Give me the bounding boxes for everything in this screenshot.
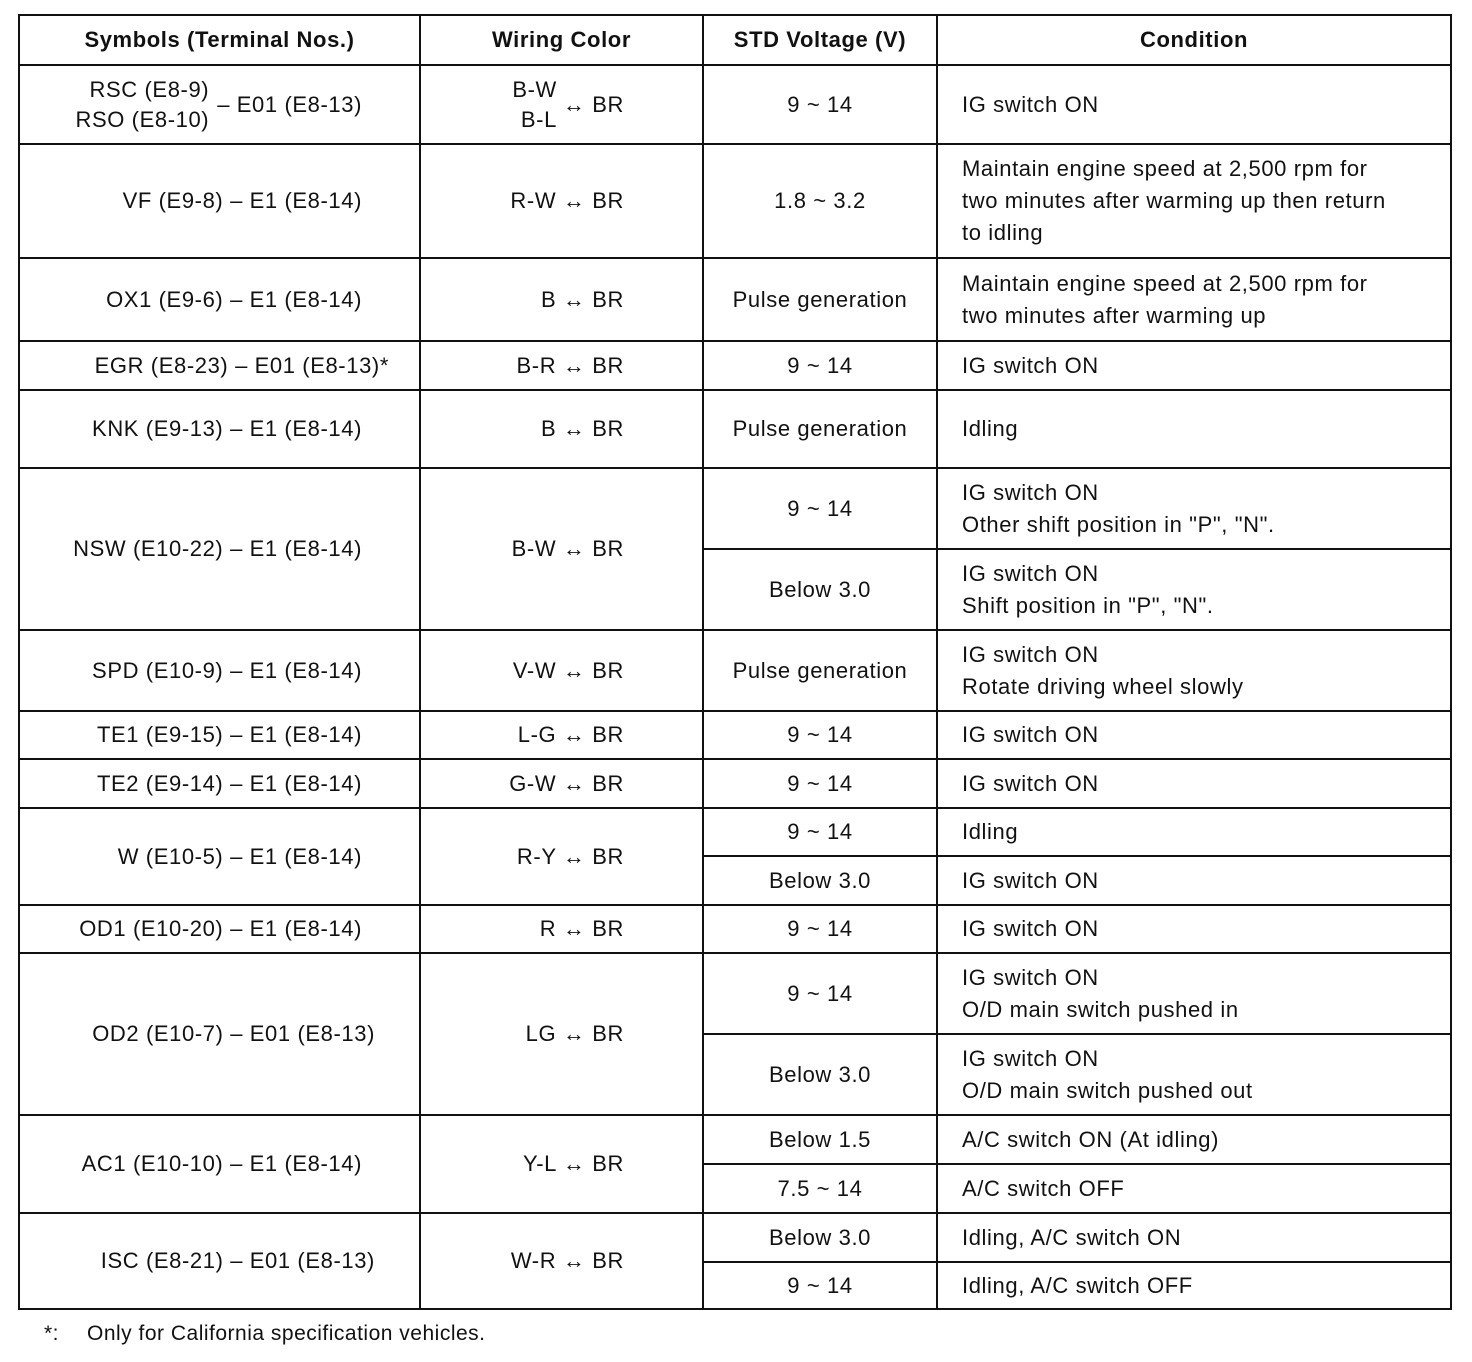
condition-cell [938, 631, 1450, 712]
wiring-cell: V-W ↔ BR [421, 631, 704, 712]
voltage-cell: Pulse generation [704, 631, 938, 712]
condition-line: IG switch ON [962, 641, 1099, 667]
condition-line: O/D main switch pushed in [962, 996, 1239, 1022]
wiring-cell: LG ↔ BR [421, 954, 704, 1116]
symbol-cell: NSW (E10-22) – E1 (E8-14) [20, 469, 421, 631]
condition-line: IG switch ON [962, 722, 1099, 747]
symbol-rso: RSO (E8-10) [75, 106, 210, 132]
header-symbols: Symbols (Terminal Nos.) [20, 16, 421, 66]
symbol-cell: TE2 (E9-14) – E1 (E8-14) [20, 760, 421, 809]
symbol-cell: EGR (E8-23) – E01 (E8-13)* [20, 342, 421, 391]
header-condition: Condition [938, 16, 1450, 66]
condition-line: O/D main switch pushed out [962, 1077, 1253, 1103]
condition-line: Maintain engine speed at 2,500 rpm for [962, 270, 1368, 296]
condition-cell [938, 809, 1450, 857]
condition-line: IG switch ON [962, 964, 1099, 990]
condition-line: IG switch ON [962, 479, 1099, 505]
voltage-cell: Pulse generation [704, 259, 938, 342]
symbol-cell: VF (E9-8) – E1 (E8-14) [20, 145, 421, 259]
voltage-cell: 9 ~ 14 [704, 760, 938, 809]
condition-line: A/C switch ON (At idling) [962, 1126, 1220, 1152]
voltage-cell: 9 ~ 14 [704, 66, 938, 145]
voltage-cell: Below 3.0 [704, 857, 938, 906]
terminal-voltage-table [18, 14, 1452, 1310]
wiring-cell: R ↔ BR [421, 906, 704, 954]
condition-cell [938, 550, 1450, 631]
voltage-cell: 7.5 ~ 14 [704, 1165, 938, 1214]
condition-cell [938, 1263, 1450, 1308]
footnote-mark: *: [44, 1322, 60, 1345]
voltage-cell: 9 ~ 14 [704, 712, 938, 760]
wiring-cell [421, 66, 704, 145]
condition-line: Idling [962, 819, 1019, 844]
symbol-cell: SPD (E10-9) – E1 (E8-14) [20, 631, 421, 712]
wiring-cell: Y-L ↔ BR [421, 1116, 704, 1214]
wiring-cell: R-W ↔ BR [421, 145, 704, 259]
voltage-cell: Below 1.5 [704, 1116, 938, 1165]
voltage-cell: Below 3.0 [704, 1214, 938, 1263]
condition-line: Rotate driving wheel slowly [962, 673, 1244, 699]
voltage-cell: Pulse generation [704, 391, 938, 469]
header-wiring-color: Wiring Color [421, 16, 704, 66]
symbol-cell [20, 66, 421, 145]
condition-cell [938, 1116, 1450, 1165]
wiring-cell: B-W ↔ BR [421, 469, 704, 631]
symbol-cell: TE1 (E9-15) – E1 (E8-14) [20, 712, 421, 760]
wire-bw: B-W [512, 76, 557, 102]
condition-cell [938, 469, 1450, 550]
condition-cell [938, 66, 1450, 145]
condition-cell [938, 857, 1450, 906]
condition-line: IG switch ON [962, 560, 1099, 586]
condition-line: two minutes after warming up [962, 302, 1267, 328]
wiring-cell: R-Y ↔ BR [421, 809, 704, 906]
condition-cell [938, 145, 1450, 259]
symbol-rsc: RSC (E8-9) [89, 76, 210, 102]
condition-line: Other shift position in "P", "N". [962, 511, 1275, 537]
wire-bl: B-L [520, 106, 557, 132]
voltage-cell: 9 ~ 14 [704, 809, 938, 857]
symbol-cell: KNK (E9-13) – E1 (E8-14) [20, 391, 421, 469]
condition-line: Maintain engine speed at 2,500 rpm for [962, 156, 1368, 181]
symbol-cell: OD1 (E10-20) – E1 (E8-14) [20, 906, 421, 954]
condition-line: A/C switch OFF [962, 1175, 1125, 1201]
footnote-text: Only for California specification vehicles. [87, 1322, 486, 1345]
condition-line: IG switch ON [962, 91, 1099, 117]
voltage-cell: Below 3.0 [704, 1035, 938, 1116]
condition-cell [938, 954, 1450, 1035]
condition-line: Shift position in "P", "N". [962, 592, 1214, 618]
voltage-cell: 9 ~ 14 [704, 1263, 938, 1308]
footnote [44, 1322, 486, 1346]
condition-line: IG switch ON [962, 770, 1099, 796]
symbol-ground: – E01 (E8-13) [217, 91, 362, 117]
header-std-voltage: STD Voltage (V) [704, 16, 938, 66]
wiring-cell: L-G ↔ BR [421, 712, 704, 760]
voltage-cell: 9 ~ 14 [704, 469, 938, 550]
condition-cell [938, 1214, 1450, 1263]
condition-cell [938, 760, 1450, 809]
wiring-cell: W-R ↔ BR [421, 1214, 704, 1308]
wiring-cell: G-W ↔ BR [421, 760, 704, 809]
symbol-cell: OX1 (E9-6) – E1 (E8-14) [20, 259, 421, 342]
condition-line: to idling [962, 220, 1044, 245]
condition-cell [938, 391, 1450, 469]
condition-cell [938, 1035, 1450, 1116]
voltage-cell: 9 ~ 14 [704, 906, 938, 954]
voltage-cell: Below 3.0 [704, 550, 938, 631]
wire-br: ↔ BR [562, 91, 624, 117]
condition-cell [938, 906, 1450, 954]
condition-line: IG switch ON [962, 352, 1099, 378]
condition-cell [938, 342, 1450, 391]
voltage-cell: 9 ~ 14 [704, 954, 938, 1035]
condition-cell [938, 712, 1450, 760]
condition-cell [938, 259, 1450, 342]
condition-line: Idling, A/C switch ON [962, 1224, 1182, 1250]
condition-line: Idling, A/C switch OFF [962, 1272, 1193, 1298]
symbol-cell: W (E10-5) – E1 (E8-14) [20, 809, 421, 906]
condition-line: IG switch ON [962, 916, 1099, 941]
condition-line: Idling [962, 416, 1019, 441]
condition-line: IG switch ON [962, 1045, 1099, 1071]
voltage-cell: 9 ~ 14 [704, 342, 938, 391]
symbol-cell: OD2 (E10-7) – E01 (E8-13) [20, 954, 421, 1116]
condition-line: IG switch ON [962, 867, 1099, 893]
wiring-cell: B ↔ BR [421, 259, 704, 342]
symbol-cell: ISC (E8-21) – E01 (E8-13) [20, 1214, 421, 1308]
condition-line: two minutes after warming up then return [962, 188, 1386, 213]
condition-cell [938, 1165, 1450, 1214]
voltage-cell: 1.8 ~ 3.2 [704, 145, 938, 259]
wiring-cell: B ↔ BR [421, 391, 704, 469]
wiring-cell: B-R ↔ BR [421, 342, 704, 391]
symbol-cell: AC1 (E10-10) – E1 (E8-14) [20, 1116, 421, 1214]
